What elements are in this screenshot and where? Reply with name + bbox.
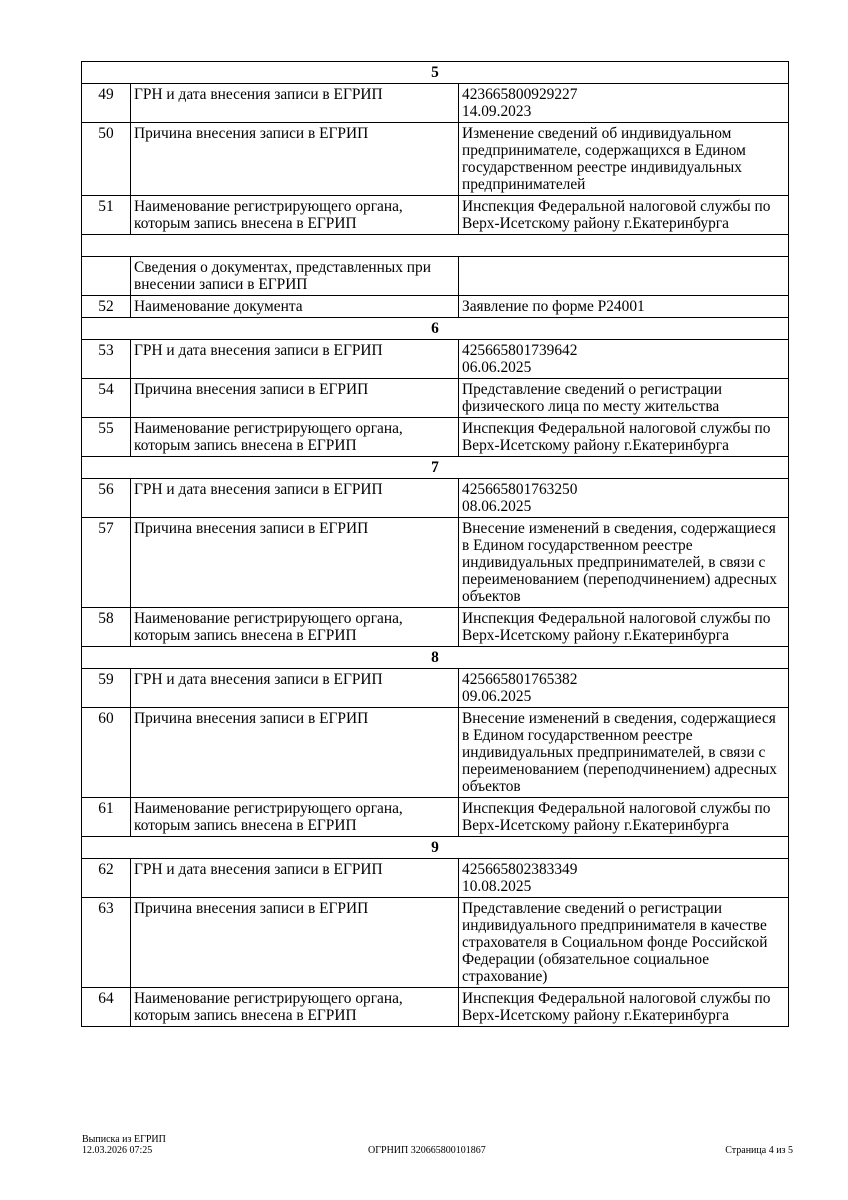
value-line: Внесение изменений в сведения, содержащиеся в Едином государственном реестре индивидуальных предпринимателей, в связи с переименованием (переподчинением) адресных объектов <box>462 520 777 605</box>
row-number: 61 <box>82 798 131 837</box>
footer-left <box>82 1134 166 1156</box>
row-number: 53 <box>82 340 131 379</box>
row-label: Наименование регистрирующего органа, которым запись внесена в ЕГРИП <box>131 418 459 457</box>
row-value <box>459 479 789 518</box>
row-value <box>459 123 789 196</box>
row-number: 63 <box>82 898 131 988</box>
value-line: Инспекция Федеральной налоговой службы по Верх-Исетскому району г.Екатеринбурга <box>462 420 771 454</box>
row-value <box>459 257 789 296</box>
value-line: Заявление по форме Р24001 <box>462 298 645 315</box>
value-line: Инспекция Федеральной налоговой службы по Верх-Исетскому району г.Екатеринбурга <box>462 800 771 834</box>
table-row <box>82 84 789 123</box>
table-row <box>82 418 789 457</box>
row-value <box>459 608 789 647</box>
row-label: ГРН и дата внесения записи в ЕГРИП <box>131 669 459 708</box>
table-row <box>82 708 789 798</box>
value-line: 425665801739642 <box>462 342 578 359</box>
section-number: 8 <box>82 647 789 669</box>
footer-datetime: 12.03.2026 07:25 <box>82 1145 153 1156</box>
table-row <box>82 898 789 988</box>
table-row <box>82 669 789 708</box>
row-number: 64 <box>82 988 131 1027</box>
row-value <box>459 196 789 235</box>
row-number: 54 <box>82 379 131 418</box>
row-label: Причина внесения записи в ЕГРИП <box>131 379 459 418</box>
row-value <box>459 518 789 608</box>
row-number: 62 <box>82 859 131 898</box>
row-value <box>459 988 789 1027</box>
section-number: 6 <box>82 318 789 340</box>
row-value <box>459 84 789 123</box>
row-label: ГРН и дата внесения записи в ЕГРИП <box>131 479 459 518</box>
row-number: 52 <box>82 296 131 318</box>
row-value <box>459 898 789 988</box>
row-label: ГРН и дата внесения записи в ЕГРИП <box>131 340 459 379</box>
value-line: 06.06.2025 <box>462 359 532 376</box>
section-header-row <box>82 318 789 340</box>
table-row <box>82 988 789 1027</box>
row-label: Наименование регистрирующего органа, которым запись внесена в ЕГРИП <box>131 196 459 235</box>
row-value <box>459 798 789 837</box>
table-row <box>82 340 789 379</box>
value-line: 14.09.2023 <box>462 103 532 120</box>
value-line: Инспекция Федеральной налоговой службы по Верх-Исетскому району г.Екатеринбурга <box>462 990 771 1024</box>
row-value <box>459 669 789 708</box>
row-value <box>459 340 789 379</box>
table-body <box>82 62 789 1027</box>
row-value <box>459 859 789 898</box>
row-number: 56 <box>82 479 131 518</box>
table-row <box>82 859 789 898</box>
section-header-row <box>82 62 789 84</box>
row-label: Наименование документа <box>131 296 459 318</box>
row-value <box>459 379 789 418</box>
row-number: 55 <box>82 418 131 457</box>
footer-page-number: Страница 4 из 5 <box>725 1145 793 1156</box>
value-line: Инспекция Федеральной налоговой службы по Верх-Исетскому району г.Екатеринбурга <box>462 198 771 232</box>
value-line: Изменение сведений об индивидуальном предпринимателе, содержащихся в Едином государственном реестре индивидуальных предпринимателей <box>462 125 746 193</box>
row-value <box>459 418 789 457</box>
section-header-row <box>82 837 789 859</box>
row-label: Наименование регистрирующего органа, которым запись внесена в ЕГРИП <box>131 988 459 1027</box>
table-row <box>82 479 789 518</box>
section-number: 5 <box>82 62 789 84</box>
section-header-row <box>82 647 789 669</box>
row-number: 60 <box>82 708 131 798</box>
row-label: Причина внесения записи в ЕГРИП <box>131 518 459 608</box>
section-number: 9 <box>82 837 789 859</box>
footer-doc-title: Выписка из ЕГРИП <box>82 1134 166 1145</box>
row-label: Причина внесения записи в ЕГРИП <box>131 898 459 988</box>
row-number: 51 <box>82 196 131 235</box>
footer-ogrnip: ОГРНИП 320665800101867 <box>368 1145 486 1156</box>
row-label: Наименование регистрирующего органа, которым запись внесена в ЕГРИП <box>131 608 459 647</box>
row-number: 50 <box>82 123 131 196</box>
value-line: 10.08.2025 <box>462 878 532 895</box>
value-line: 425665802383349 <box>462 861 578 878</box>
row-number: 58 <box>82 608 131 647</box>
row-number: 59 <box>82 669 131 708</box>
table-row <box>82 296 789 318</box>
section-header-row <box>82 457 789 479</box>
empty-spacer-row <box>82 235 789 257</box>
row-value <box>459 708 789 798</box>
table-row <box>82 257 789 296</box>
value-line: 425665801763250 <box>462 481 578 498</box>
empty-cell <box>82 235 789 257</box>
row-label: ГРН и дата внесения записи в ЕГРИП <box>131 859 459 898</box>
row-label: Причина внесения записи в ЕГРИП <box>131 708 459 798</box>
row-number: 49 <box>82 84 131 123</box>
row-value <box>459 296 789 318</box>
row-label: Причина внесения записи в ЕГРИП <box>131 123 459 196</box>
value-line: 08.06.2025 <box>462 498 532 515</box>
table-row <box>82 798 789 837</box>
row-number: 57 <box>82 518 131 608</box>
table-row <box>82 123 789 196</box>
value-line: 425665801765382 <box>462 671 578 688</box>
row-label: Наименование регистрирующего органа, которым запись внесена в ЕГРИП <box>131 798 459 837</box>
row-number <box>82 257 131 296</box>
table-row <box>82 196 789 235</box>
section-number: 7 <box>82 457 789 479</box>
value-line: Внесение изменений в сведения, содержащиеся в Едином государственном реестре индивидуальных предпринимателей, в связи с переименованием (переподчинением) адресных объектов <box>462 710 777 795</box>
row-label: Сведения о документах, представленных при внесении записи в ЕГРИП <box>131 257 459 296</box>
row-label: ГРН и дата внесения записи в ЕГРИП <box>131 84 459 123</box>
value-line: Инспекция Федеральной налоговой службы по Верх-Исетскому району г.Екатеринбурга <box>462 610 771 644</box>
table-row <box>82 379 789 418</box>
value-line: Представление сведений о регистрации физического лица по месту жительства <box>462 381 723 415</box>
egrip-records-table <box>81 61 789 1027</box>
table-row <box>82 608 789 647</box>
value-line: 423665800929227 <box>462 86 578 103</box>
value-line: Представление сведений о регистрации индивидуального предпринимателя в качестве страхователя в Социальном фонде Российской Федерации (обязательное социальное страхование) <box>462 900 768 985</box>
value-line: 09.06.2025 <box>462 688 532 705</box>
table-row <box>82 518 789 608</box>
